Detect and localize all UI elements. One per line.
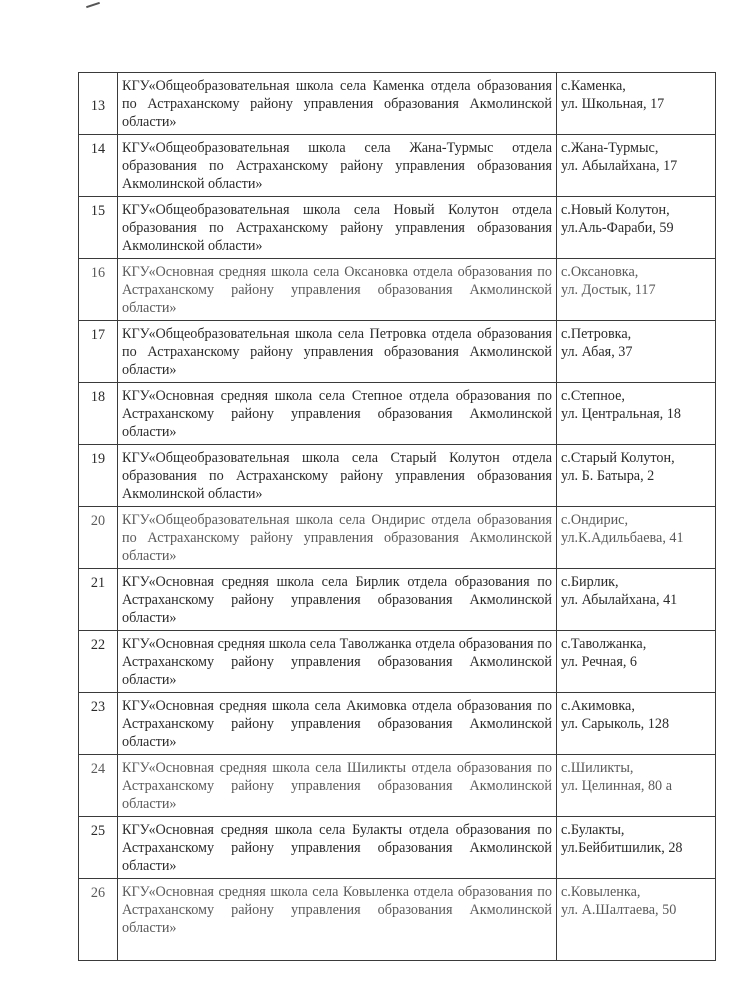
address-village: с.Акимовка,: [561, 698, 635, 714]
school-address: [557, 445, 716, 507]
address-street: ул. Целинная, 80 а: [561, 778, 672, 794]
school-address: [557, 693, 716, 755]
school-address: [557, 259, 716, 321]
row-number: 14: [79, 135, 118, 197]
school-name: КГУ«Общеобразовательная школа села Новый Колутон отдела образования по Астраханскому району управления образования Акмолинской области»: [118, 197, 557, 259]
address-street: ул. А.Шалтаева, 50: [561, 902, 677, 918]
address-street: ул. Речная, 6: [561, 654, 638, 670]
address-street: ул. Центральная, 18: [561, 406, 681, 422]
table-row: [79, 445, 716, 507]
table-row: [79, 631, 716, 693]
row-number: 20: [79, 507, 118, 569]
row-number: 24: [79, 755, 118, 817]
address-village: с.Шиликты,: [561, 760, 634, 776]
row-number: 15: [79, 197, 118, 259]
address-village: с.Оксановка,: [561, 264, 639, 280]
address-village: с.Ондирис,: [561, 512, 629, 528]
school-name: КГУ«Основная средняя школа села Таволжанка отдела образования по Астраханскому району управления образования Акмолинской области»: [118, 631, 557, 693]
school-address: [557, 631, 716, 693]
address-village: с.Новый Колутон,: [561, 202, 670, 218]
school-name: КГУ«Основная средняя школа села Ковыленка отдела образования по Астраханскому району управления образования Акмолинской области»: [118, 879, 557, 961]
school-address: [557, 879, 716, 961]
school-address: [557, 73, 716, 135]
school-name: КГУ«Основная средняя школа села Булакты отдела образования по Астраханскому району управления образования Акмолинской области»: [118, 817, 557, 879]
row-number: 22: [79, 631, 118, 693]
document-page: [78, 72, 706, 961]
table-row: [79, 879, 716, 961]
table-row: [79, 693, 716, 755]
school-address: [557, 197, 716, 259]
address-street: ул. Б. Батыра, 2: [561, 468, 655, 484]
address-village: с.Старый Колутон,: [561, 450, 675, 466]
row-number: 16: [79, 259, 118, 321]
table-row: [79, 569, 716, 631]
table-row: [79, 383, 716, 445]
address-village: с.Каменка,: [561, 78, 626, 94]
school-address: [557, 569, 716, 631]
address-street: ул. Достык, 117: [561, 282, 656, 298]
address-street: ул. Абылайхана, 41: [561, 592, 678, 608]
address-village: с.Ковыленка,: [561, 884, 641, 900]
school-address: [557, 321, 716, 383]
table-row: [79, 817, 716, 879]
address-street: ул. Абая, 37: [561, 344, 633, 360]
address-village: с.Степное,: [561, 388, 625, 404]
row-number: 21: [79, 569, 118, 631]
row-number: 18: [79, 383, 118, 445]
address-village: с.Таволжанка,: [561, 636, 647, 652]
address-street: ул. Школьная, 17: [561, 96, 665, 112]
address-street: ул.Аль-Фараби, 59: [561, 220, 674, 236]
school-name: КГУ«Основная средняя школа села Бирлик отдела образования по Астраханскому району управления образования Акмолинской области»: [118, 569, 557, 631]
table-row: [79, 507, 716, 569]
address-street: ул.К.Адильбаева, 41: [561, 530, 684, 546]
school-name: КГУ«Основная средняя школа села Шиликты отдела образования по Астраханскому району управления образования Акмолинской области»: [118, 755, 557, 817]
school-address: [557, 507, 716, 569]
school-name: КГУ«Общеобразовательная школа села Петровка отдела образования по Астраханскому району управления образования Акмолинской области»: [118, 321, 557, 383]
address-village: с.Жана-Турмыс,: [561, 140, 659, 156]
school-address: [557, 383, 716, 445]
address-village: с.Петровка,: [561, 326, 632, 342]
row-number: 25: [79, 817, 118, 879]
address-street: ул.Бейбитшилик, 28: [561, 840, 683, 856]
table-row: [79, 197, 716, 259]
school-name: КГУ«Общеобразовательная школа села Каменка отдела образования по Астраханскому району управления образования Акмолинской области»: [118, 73, 557, 135]
row-number: 23: [79, 693, 118, 755]
school-address: [557, 135, 716, 197]
address-street: ул. Абылайхана, 17: [561, 158, 678, 174]
school-name: КГУ«Основная средняя школа села Акимовка отдела образования по Астраханскому району управления образования Акмолинской области»: [118, 693, 557, 755]
table-row: [79, 135, 716, 197]
table-row: [79, 73, 716, 135]
school-name: КГУ«Основная средняя школа села Степное отдела образования по Астраханскому району управления образования Акмолинской области»: [118, 383, 557, 445]
row-number: 13: [79, 73, 118, 135]
schools-table: [78, 72, 716, 961]
school-name: КГУ«Основная средняя школа села Оксановка отдела образования по Астраханскому району управления образования Акмолинской области»: [118, 259, 557, 321]
table-row: [79, 755, 716, 817]
school-name: КГУ«Общеобразовательная школа села Жана-Турмыс отдела образования по Астраханскому району управления образования Акмолинской области»: [118, 135, 557, 197]
row-number: 17: [79, 321, 118, 383]
address-street: ул. Сарыколь, 128: [561, 716, 670, 732]
address-village: с.Бирлик,: [561, 574, 619, 590]
row-number: 19: [79, 445, 118, 507]
school-name: КГУ«Общеобразовательная школа села Ондирис отдела образования по Астраханскому району управления образования Акмолинской области»: [118, 507, 557, 569]
row-number: 26: [79, 879, 118, 961]
address-village: с.Булакты,: [561, 822, 625, 838]
table-row: [79, 259, 716, 321]
school-address: [557, 817, 716, 879]
table-row: [79, 321, 716, 383]
school-name: КГУ«Общеобразовательная школа села Старый Колутон отдела образования по Астраханскому району управления образования Акмолинской области»: [118, 445, 557, 507]
scan-artifact: [86, 2, 100, 8]
school-address: [557, 755, 716, 817]
